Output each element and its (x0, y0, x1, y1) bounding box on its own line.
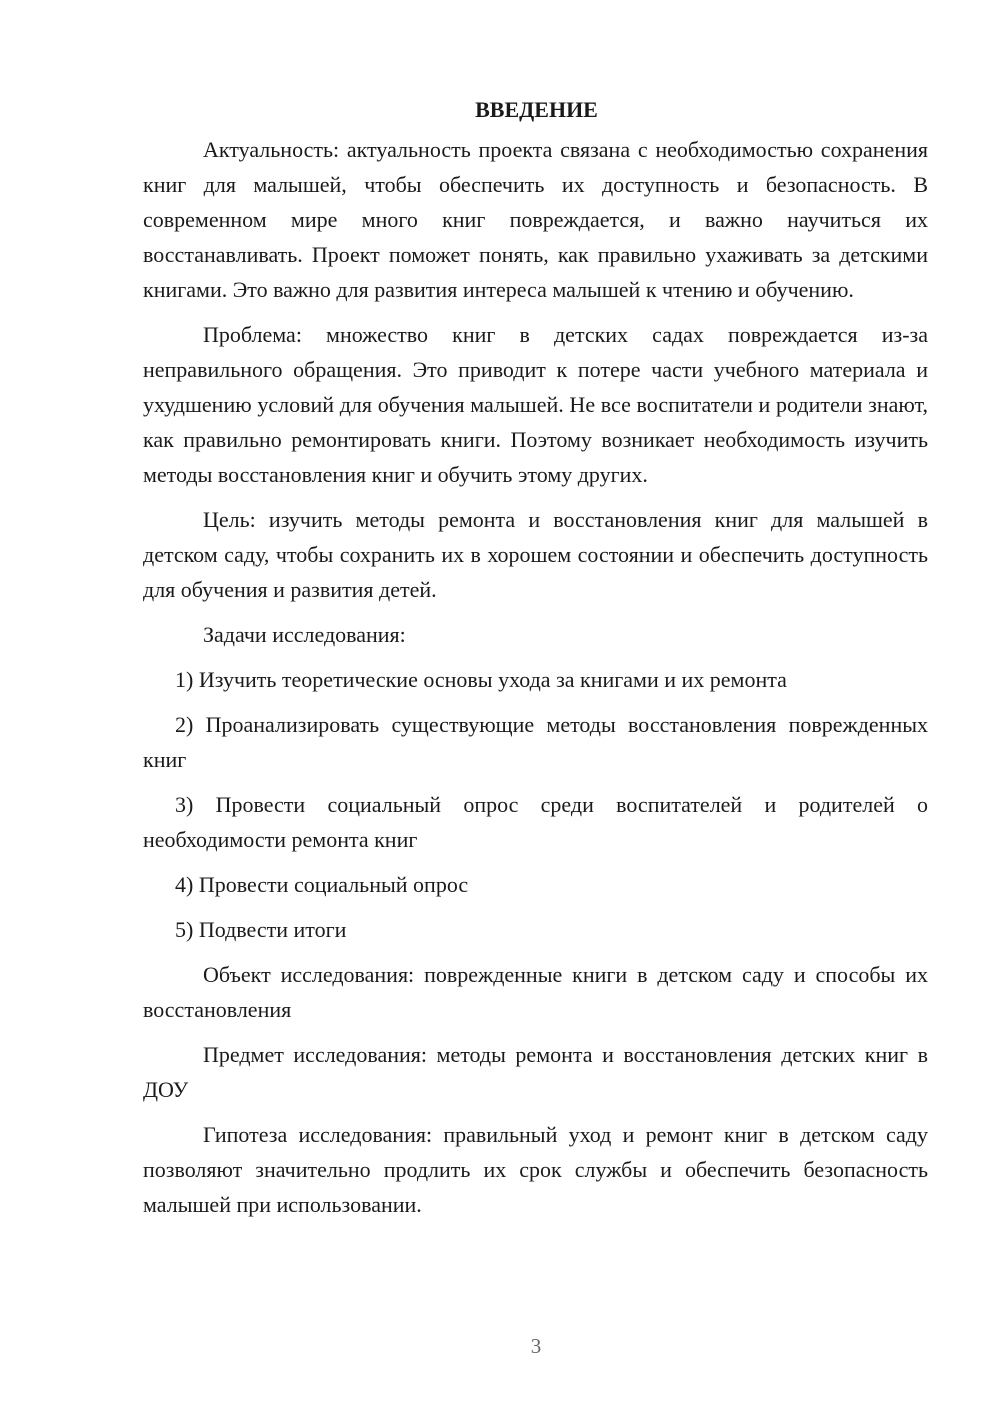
paragraph-hypothesis: Гипотеза исследования: правильный уход и ремонт книг в детском саду позволяют значительно продлить их срок службы и обеспечить безопасность малышей при использовании. (143, 1122, 928, 1217)
paragraph-subject: Предмет исследования: методы ремонта и восстановления детских книг в ДОУ (143, 1042, 928, 1102)
task-item-2: 2) Проанализировать существующие методы восстановления поврежденных книг (143, 712, 928, 772)
task-item-3: 3) Провести социальный опрос среди воспитателей и родителей о необходимости ремонта книг (143, 792, 928, 852)
document-page (143, 92, 928, 1232)
task-item-1: 1) Изучить теоретические основы ухода за книгами и их ремонта (175, 667, 787, 692)
paragraph-object: Объект исследования: поврежденные книги в детском саду и способы их восстановления (143, 962, 928, 1022)
page-number: 3 (530, 1334, 542, 1358)
paragraph-problem: Проблема: множество книг в детских садах повреждается из-за неправильного обращения. Это приводит к потере части учебного материала и ухудшению условий для обучения малышей. Не все воспитатели и родители знают, как правильно ремонтировать книги. Поэтому возникает необходимость изучить методы восстановления книг и обучить этому других. (143, 322, 928, 487)
paragraph-goal: Цель: изучить методы ремонта и восстановления книг для малышей в детском саду, чтобы сохранить их в хорошем состоянии и обеспечить доступность для обучения и развития детей. (143, 507, 928, 602)
paragraph-tasks-intro: Задачи исследования: (203, 622, 406, 647)
task-item-4: 4) Провести социальный опрос (175, 872, 469, 897)
section-heading: ВВЕДЕНИЕ (475, 97, 598, 122)
paragraph-relevance: Актуальность: актуальность проекта связана с необходимостью сохранения книг для малышей, чтобы обеспечить их доступность и безопасность. В современном мире много книг повреждается, и важно научиться их восстанавливать. Проект поможет понять, как правильно ухаживать за детскими книгами. Это важно для развития интереса малышей к чтению и обучению. (143, 137, 928, 302)
task-item-5: 5) Подвести итоги (175, 917, 347, 942)
